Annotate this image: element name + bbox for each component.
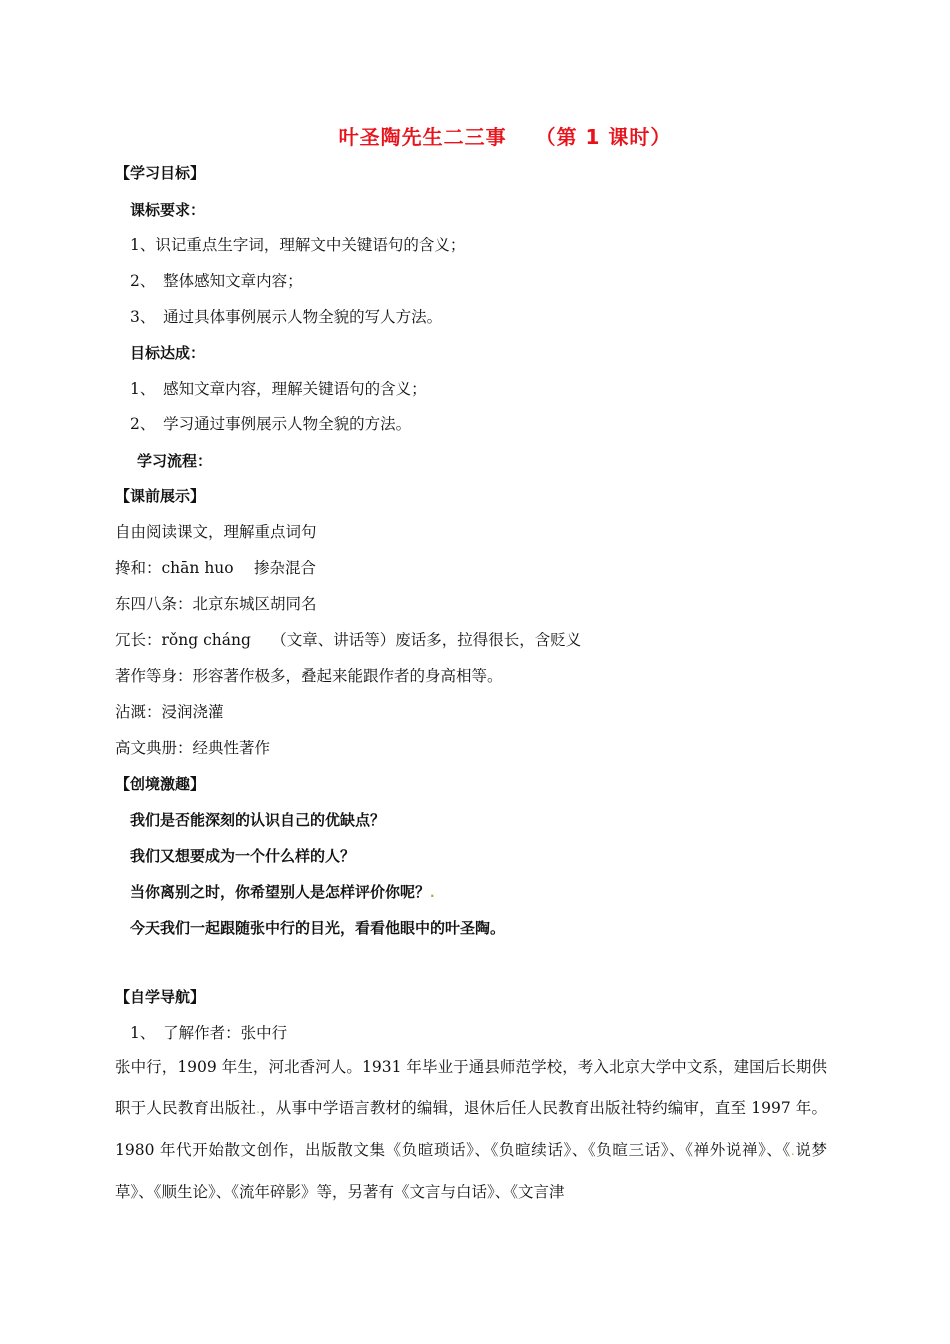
- section-heading-goals: 【学习目标】: [115, 164, 206, 182]
- preview-line: 高文典册：经典性著作: [115, 739, 271, 757]
- achieve-item: 1、 感知文章内容，理解关键语句的含义；: [130, 380, 427, 398]
- preview-line: 自由阅读课文，理解重点词句: [115, 523, 317, 541]
- preview-line: 冗长：rǒng cháng （文章、讲话等）废话多，拉得很长，含贬义: [115, 631, 582, 649]
- interest-line: 我们是否能深刻的认识自己的优缺点？: [130, 811, 386, 829]
- bio-text: ，从事中学语言教材的编辑，退休后任人民教育出版社特约编审，直至 1997 年。1980 年代开始散文创作，出版散文集《负暄琐话》、《负暄续话》、《负暄三话》、《禅外说禅》、《: [115, 1099, 827, 1159]
- interest-line: 我们又想要成为一个什么样的人？: [130, 847, 356, 865]
- interest-line: [130, 882, 435, 903]
- section-heading-preview: 【课前展示】: [115, 487, 206, 505]
- preview-line: 沾溉：浸润浇灌: [115, 703, 224, 721]
- preview-line: 著作等身：形容著作极多，叠起来能跟作者的身高相等。: [115, 667, 503, 685]
- bio-text: 张中行，1909 年生，河北香河人。1931 年毕业于通县师范学校，考入北京大学中文系，建国后长期供职于人民教育出版社: [115, 1058, 827, 1117]
- bio-text: 说梦草》、《顺生论》、《流年碎影》等，另著有《文言与白话》、《文言津: [115, 1141, 827, 1201]
- stray-dot-mark: .: [790, 1144, 795, 1158]
- preview-line: 搀和：chān huo 掺杂混合: [115, 559, 317, 577]
- interest-line: 今天我们一起跟随张中行的目光，看看他眼中的叶圣陶。: [130, 919, 506, 937]
- standards-item: 2、 整体感知文章内容；: [130, 272, 303, 290]
- interest-line-text: 当你离别之时，你希望别人是怎样评价你呢？: [130, 883, 431, 901]
- stray-dot-mark: .: [256, 1102, 260, 1116]
- process-label: 学习流程：: [137, 452, 213, 470]
- section-heading-interest: 【创境激趣】: [115, 775, 206, 793]
- section-heading-selfstudy: 【自学导航】: [115, 988, 206, 1006]
- achieve-item: 2、 学习通过事例展示人物全貌的方法。: [130, 415, 412, 433]
- standards-item: 3、 通过具体事例展示人物全貌的写人方法。: [130, 308, 443, 326]
- author-item: 1、 了解作者：张中行: [130, 1024, 288, 1042]
- achieve-label: 目标达成：: [130, 344, 206, 362]
- preview-line: 东四八条：北京东城区胡同名: [115, 595, 317, 613]
- author-bio-paragraph: [115, 1047, 827, 1213]
- standards-label: 课标要求：: [130, 201, 206, 219]
- stray-dot-mark: .: [430, 886, 435, 900]
- page-title: 叶圣陶先生二三事 （第 1 课时）: [338, 125, 672, 149]
- standards-item: 1、识记重点生字词，理解文中关键语句的含义；: [130, 236, 466, 254]
